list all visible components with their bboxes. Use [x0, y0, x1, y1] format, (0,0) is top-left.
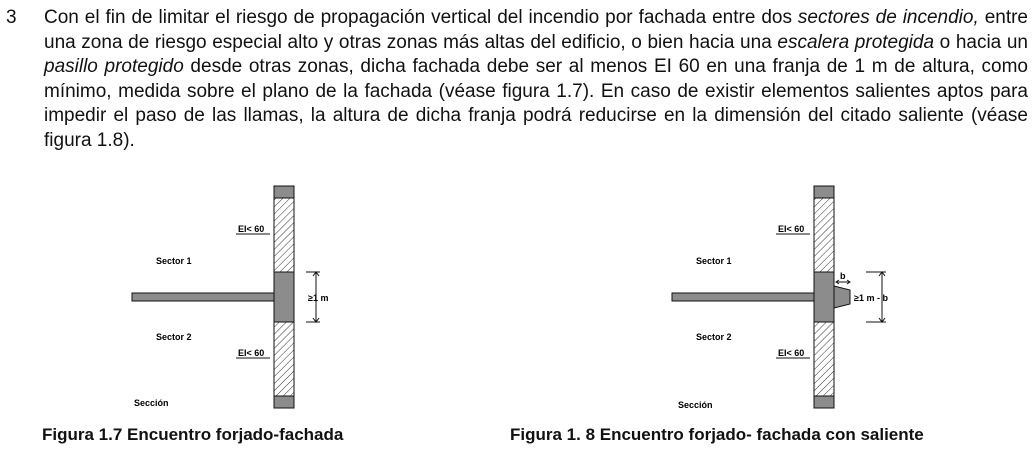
figure-1-7-caption: Figura 1.7 Encuentro forjado-fachada: [42, 425, 344, 444]
wall-bottom-cap: [814, 396, 834, 408]
label-sector-2: Sector 2: [696, 332, 732, 342]
paragraph-segment: o hacia un: [934, 31, 1028, 53]
label-b: b: [840, 271, 846, 281]
figure-1-8-diagram: [660, 184, 900, 412]
label-dimension: ≥1 m: [308, 293, 329, 303]
wall-bottom-cap: [274, 396, 294, 408]
wall-upper-hatched: [814, 198, 834, 272]
figure-1-7-diagram: [120, 184, 360, 412]
wall-top-cap: [274, 186, 294, 198]
wall-ei60-band: [814, 272, 834, 322]
wall-lower-hatched: [274, 322, 294, 396]
floor-slab: [672, 293, 814, 301]
wall-upper-hatched: [274, 198, 294, 272]
label-dimension: ≥1 m - b: [854, 293, 888, 303]
paragraph-segment: entre una zona de riesgo especial alto y otras zonas más altas del edificio, o bien hacia una: [44, 7, 1028, 53]
label-sector-2: Sector 2: [156, 332, 192, 342]
paragraph-segment: escalera protegida: [777, 31, 935, 53]
paragraph-segment: Con el fin de limitar el riesgo de propagación vertical del incendio por fachada entre dos: [44, 7, 798, 28]
wall-ei60-band: [274, 272, 294, 322]
label-sector-1: Sector 1: [156, 256, 192, 266]
figure-1-8-svg: [660, 184, 900, 412]
figure-1-8-caption: Figura 1. 8 Encuentro forjado- fachada con saliente: [510, 425, 924, 444]
label-sector-1: Sector 1: [696, 256, 732, 266]
floor-slab: [132, 293, 274, 301]
figure-1-7-svg: [120, 184, 360, 412]
label-ei-top: EI< 60: [778, 224, 805, 234]
label-ei-bottom: EI< 60: [238, 348, 265, 358]
paragraph-number: 3: [6, 7, 17, 28]
wall-lower-hatched: [814, 322, 834, 396]
label-ei-bottom: EI< 60: [778, 348, 805, 358]
projecting-ledge: [834, 286, 850, 308]
wall-top-cap: [814, 186, 834, 198]
paragraph-segment: sectores de incendio,: [797, 7, 979, 28]
paragraph-text: [44, 6, 1028, 153]
label-section: Sección: [134, 398, 169, 408]
label-ei-top: EI< 60: [238, 224, 265, 234]
label-section: Sección: [678, 400, 713, 410]
paragraph-segment: desde otras zonas, dicha fachada debe ser al menos EI 60 en una franja de 1 m de altura, como mínimo, medida sobre el plano de la fachada (véase figura 1.7). En caso de existir elementos salientes aptos para impedir el paso de las llamas, la altura de dicha franja podrá reducirse en la dimensión del citado saliente (véase figura 1.8).: [44, 56, 1029, 151]
paragraph-segment: pasillo protegido: [44, 56, 184, 77]
